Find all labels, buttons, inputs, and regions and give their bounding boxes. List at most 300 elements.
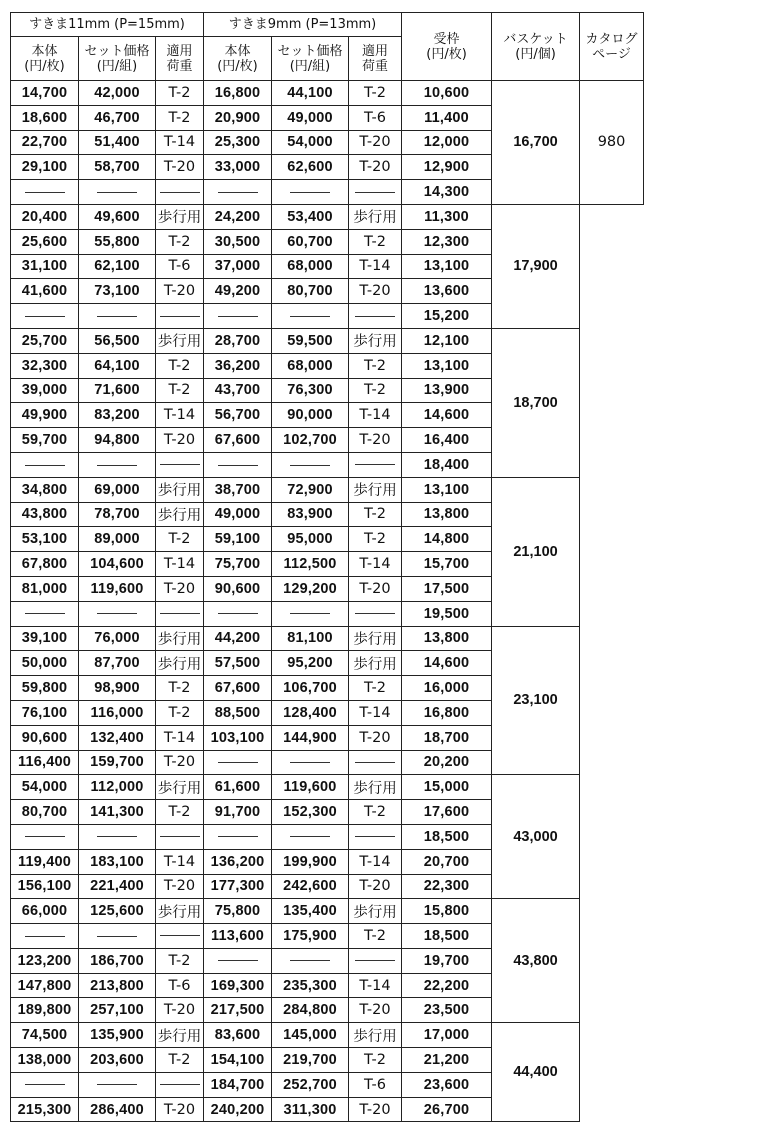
empty-dash-cell: [349, 452, 402, 477]
cell-load-9: T-20: [349, 155, 402, 180]
cell-load-11: 歩行用: [156, 328, 204, 353]
cell-set-price-11: 98,900: [79, 676, 156, 701]
empty-dash-cell: [156, 924, 204, 949]
cell-frame: 16,400: [402, 428, 492, 453]
cell-load-9: T-20: [349, 279, 402, 304]
cell-set-price-9: 83,900: [272, 502, 349, 527]
cell-frame: 14,600: [402, 403, 492, 428]
dash-line: [290, 465, 330, 466]
empty-dash-cell: [156, 304, 204, 329]
cell-body-11: 116,400: [11, 750, 79, 775]
cell-body-9: 16,800: [204, 81, 272, 106]
cell-set-price-9: 129,200: [272, 576, 349, 601]
cell-frame: 26,700: [402, 1097, 492, 1122]
empty-dash-cell: [156, 180, 204, 205]
dash-line: [290, 192, 330, 193]
cell-set-price-9: 54,000: [272, 130, 349, 155]
cell-set-price-11: 49,600: [79, 204, 156, 229]
cell-basket-price: 21,100: [492, 477, 580, 626]
cell-body-11: 43,800: [11, 502, 79, 527]
cell-set-price-9: 219,700: [272, 1048, 349, 1073]
cell-load-11: T-2: [156, 676, 204, 701]
cell-body-9: 25,300: [204, 130, 272, 155]
cell-load-11: T-2: [156, 353, 204, 378]
dash-line: [160, 316, 200, 317]
empty-dash-cell: [349, 304, 402, 329]
empty-dash-cell: [204, 948, 272, 973]
table-row: [11, 1023, 644, 1048]
cell-frame: 16,800: [402, 700, 492, 725]
empty-dash-cell: [79, 924, 156, 949]
cell-body-9: 36,200: [204, 353, 272, 378]
cell-frame: 12,000: [402, 130, 492, 155]
cell-frame: 12,300: [402, 229, 492, 254]
cell-load-9: T-6: [349, 1072, 402, 1097]
cell-load-9: T-2: [349, 527, 402, 552]
empty-dash-cell: [272, 824, 349, 849]
dash-line: [355, 762, 395, 763]
cell-set-price-11: 135,900: [79, 1023, 156, 1048]
cell-frame: 13,900: [402, 378, 492, 403]
cell-load-11: T-14: [156, 130, 204, 155]
cell-body-11: 147,800: [11, 973, 79, 998]
cell-set-price-11: 94,800: [79, 428, 156, 453]
cell-load-9: T-2: [349, 800, 402, 825]
empty-dash-cell: [11, 452, 79, 477]
dash-line: [290, 613, 330, 614]
empty-dash-cell: [79, 1072, 156, 1097]
cell-body-11: 59,700: [11, 428, 79, 453]
dash-line: [97, 1084, 137, 1085]
cell-set-price-9: 311,300: [272, 1097, 349, 1122]
cell-load-11: T-2: [156, 378, 204, 403]
dash-line: [218, 613, 258, 614]
cell-load-9: 歩行用: [349, 651, 402, 676]
cell-body-11: 22,700: [11, 130, 79, 155]
cell-body-9: 83,600: [204, 1023, 272, 1048]
cell-set-price-11: 89,000: [79, 527, 156, 552]
cell-load-9: T-2: [349, 229, 402, 254]
cell-load-9: T-2: [349, 81, 402, 106]
cell-load-11: T-2: [156, 948, 204, 973]
dash-line: [218, 836, 258, 837]
cell-body-11: 81,000: [11, 576, 79, 601]
cell-set-price-11: 46,700: [79, 105, 156, 130]
cell-set-price-11: 213,800: [79, 973, 156, 998]
cell-body-11: 119,400: [11, 849, 79, 874]
cell-frame: 12,900: [402, 155, 492, 180]
empty-dash-cell: [349, 750, 402, 775]
cell-load-11: T-20: [156, 874, 204, 899]
cell-set-price-9: 81,100: [272, 626, 349, 651]
empty-dash-cell: [11, 601, 79, 626]
cell-body-9: 113,600: [204, 924, 272, 949]
cell-body-11: 66,000: [11, 899, 79, 924]
cell-load-9: 歩行用: [349, 204, 402, 229]
cell-frame: 18,400: [402, 452, 492, 477]
dash-line: [218, 960, 258, 961]
cell-body-9: 184,700: [204, 1072, 272, 1097]
cell-load-9: 歩行用: [349, 899, 402, 924]
dash-line: [160, 464, 200, 465]
cell-set-price-11: 203,600: [79, 1048, 156, 1073]
cell-load-9: T-14: [349, 552, 402, 577]
cell-load-11: T-20: [156, 428, 204, 453]
cell-body-9: 44,200: [204, 626, 272, 651]
dash-line: [25, 936, 65, 937]
table-row: [11, 204, 644, 229]
cell-body-9: 91,700: [204, 800, 272, 825]
header-body-9: 本体 (円/枚): [204, 37, 272, 81]
cell-load-9: T-6: [349, 105, 402, 130]
cell-set-price-11: 83,200: [79, 403, 156, 428]
cell-load-9: T-2: [349, 353, 402, 378]
cell-set-price-9: 90,000: [272, 403, 349, 428]
cell-load-9: 歩行用: [349, 626, 402, 651]
cell-set-price-9: 68,000: [272, 254, 349, 279]
cell-set-price-11: 183,100: [79, 849, 156, 874]
cell-set-price-11: 58,700: [79, 155, 156, 180]
cell-set-price-11: 87,700: [79, 651, 156, 676]
cell-body-11: 32,300: [11, 353, 79, 378]
empty-dash-cell: [272, 750, 349, 775]
cell-body-11: 39,000: [11, 378, 79, 403]
cell-body-9: 24,200: [204, 204, 272, 229]
empty-dash-cell: [79, 601, 156, 626]
cell-set-price-9: 102,700: [272, 428, 349, 453]
empty-dash-cell: [204, 824, 272, 849]
cell-load-9: T-2: [349, 502, 402, 527]
cell-load-11: T-2: [156, 105, 204, 130]
cell-set-price-9: 128,400: [272, 700, 349, 725]
empty-dash-cell: [272, 304, 349, 329]
cell-body-9: 169,300: [204, 973, 272, 998]
cell-load-11: T-2: [156, 1048, 204, 1073]
cell-set-price-9: 112,500: [272, 552, 349, 577]
dash-line: [355, 960, 395, 961]
cell-body-11: 49,900: [11, 403, 79, 428]
cell-set-price-11: 104,600: [79, 552, 156, 577]
cell-body-11: 14,700: [11, 81, 79, 106]
cell-load-11: T-2: [156, 81, 204, 106]
price-group: [11, 1023, 644, 1122]
empty-dash-cell: [156, 824, 204, 849]
cell-load-11: T-20: [156, 1097, 204, 1122]
dash-line: [25, 613, 65, 614]
empty-dash-cell: [204, 452, 272, 477]
cell-frame: 22,200: [402, 973, 492, 998]
header-catalog-page: カタログ ページ: [580, 13, 644, 81]
cell-load-11: 歩行用: [156, 204, 204, 229]
cell-body-9: 217,500: [204, 998, 272, 1023]
cell-load-11: 歩行用: [156, 502, 204, 527]
cell-set-price-11: 257,100: [79, 998, 156, 1023]
cell-frame: 12,100: [402, 328, 492, 353]
cell-set-price-11: 64,100: [79, 353, 156, 378]
price-group: [11, 81, 644, 205]
price-table: [10, 12, 644, 1122]
cell-set-price-9: 199,900: [272, 849, 349, 874]
cell-set-price-11: 286,400: [79, 1097, 156, 1122]
cell-set-price-11: 73,100: [79, 279, 156, 304]
empty-dash-cell: [349, 948, 402, 973]
price-group: [11, 477, 644, 626]
cell-body-11: 90,600: [11, 725, 79, 750]
cell-basket-price: 18,700: [492, 328, 580, 477]
cell-load-11: 歩行用: [156, 477, 204, 502]
cell-load-11: T-20: [156, 998, 204, 1023]
cell-load-11: T-20: [156, 279, 204, 304]
empty-dash-cell: [349, 824, 402, 849]
cell-body-9: 33,000: [204, 155, 272, 180]
empty-dash-cell: [272, 948, 349, 973]
cell-set-price-9: 68,000: [272, 353, 349, 378]
cell-set-price-11: 76,000: [79, 626, 156, 651]
price-group: [11, 626, 644, 775]
cell-set-price-9: 252,700: [272, 1072, 349, 1097]
dash-line: [25, 836, 65, 837]
cell-frame: 19,500: [402, 601, 492, 626]
cell-frame: 13,800: [402, 626, 492, 651]
cell-frame: 20,700: [402, 849, 492, 874]
cell-body-9: 56,700: [204, 403, 272, 428]
empty-dash-cell: [272, 180, 349, 205]
cell-load-11: T-2: [156, 229, 204, 254]
empty-dash-cell: [11, 824, 79, 849]
cell-set-price-9: 59,500: [272, 328, 349, 353]
cell-set-price-9: 62,600: [272, 155, 349, 180]
cell-body-11: 53,100: [11, 527, 79, 552]
cell-body-11: 20,400: [11, 204, 79, 229]
cell-body-9: 20,900: [204, 105, 272, 130]
cell-load-9: T-20: [349, 998, 402, 1023]
cell-set-price-9: 80,700: [272, 279, 349, 304]
cell-body-9: 103,100: [204, 725, 272, 750]
cell-set-price-11: 125,600: [79, 899, 156, 924]
cell-load-9: T-20: [349, 1097, 402, 1122]
dash-line: [25, 192, 65, 193]
cell-set-price-9: 95,200: [272, 651, 349, 676]
cell-body-9: 28,700: [204, 328, 272, 353]
empty-dash-cell: [204, 750, 272, 775]
cell-load-9: T-2: [349, 676, 402, 701]
price-group: [11, 328, 644, 477]
cell-body-9: 88,500: [204, 700, 272, 725]
cell-load-11: T-20: [156, 155, 204, 180]
cell-catalog-page: 980: [580, 81, 644, 205]
cell-load-9: 歩行用: [349, 328, 402, 353]
cell-body-11: 34,800: [11, 477, 79, 502]
dash-line: [97, 613, 137, 614]
cell-body-9: 61,600: [204, 775, 272, 800]
cell-body-9: 90,600: [204, 576, 272, 601]
empty-dash-cell: [204, 304, 272, 329]
dash-line: [290, 960, 330, 961]
cell-load-9: 歩行用: [349, 775, 402, 800]
cell-set-price-11: 69,000: [79, 477, 156, 502]
cell-set-price-11: 51,400: [79, 130, 156, 155]
table-row: [11, 899, 644, 924]
cell-set-price-11: 221,400: [79, 874, 156, 899]
cell-load-9: T-14: [349, 700, 402, 725]
dash-line: [97, 465, 137, 466]
cell-set-price-9: 235,300: [272, 973, 349, 998]
cell-frame: 14,800: [402, 527, 492, 552]
cell-frame: 13,100: [402, 353, 492, 378]
cell-body-11: 76,100: [11, 700, 79, 725]
header-load-9: 適用 荷重: [349, 37, 402, 81]
dash-line: [25, 316, 65, 317]
cell-set-price-9: 72,900: [272, 477, 349, 502]
cell-frame: 17,500: [402, 576, 492, 601]
cell-set-price-9: 119,600: [272, 775, 349, 800]
cell-body-11: 189,800: [11, 998, 79, 1023]
cell-body-9: 49,200: [204, 279, 272, 304]
cell-set-price-11: 56,500: [79, 328, 156, 353]
empty-dash-cell: [349, 601, 402, 626]
cell-load-9: T-14: [349, 973, 402, 998]
cell-frame: 14,600: [402, 651, 492, 676]
cell-basket-price: 43,800: [492, 899, 580, 1023]
dash-line: [355, 613, 395, 614]
cell-body-11: 80,700: [11, 800, 79, 825]
dash-line: [218, 192, 258, 193]
cell-load-11: 歩行用: [156, 1023, 204, 1048]
cell-frame: 17,000: [402, 1023, 492, 1048]
empty-dash-cell: [156, 1072, 204, 1097]
cell-set-price-9: 106,700: [272, 676, 349, 701]
cell-basket-price: 17,900: [492, 204, 580, 328]
empty-dash-cell: [11, 924, 79, 949]
cell-set-price-11: 132,400: [79, 725, 156, 750]
cell-set-price-9: 135,400: [272, 899, 349, 924]
cell-frame: 13,800: [402, 502, 492, 527]
cell-set-price-9: 76,300: [272, 378, 349, 403]
cell-body-11: 39,100: [11, 626, 79, 651]
dash-line: [355, 836, 395, 837]
cell-body-11: 50,000: [11, 651, 79, 676]
empty-dash-cell: [156, 452, 204, 477]
cell-load-9: T-14: [349, 254, 402, 279]
cell-body-9: 30,500: [204, 229, 272, 254]
cell-load-9: T-14: [349, 403, 402, 428]
cell-frame: 11,300: [402, 204, 492, 229]
dash-line: [160, 613, 200, 614]
dash-line: [218, 762, 258, 763]
cell-set-price-9: 284,800: [272, 998, 349, 1023]
cell-set-price-11: 42,000: [79, 81, 156, 106]
cell-frame: 23,600: [402, 1072, 492, 1097]
cell-basket-price: 23,100: [492, 626, 580, 775]
cell-body-11: 123,200: [11, 948, 79, 973]
empty-dash-cell: [79, 180, 156, 205]
cell-body-9: 67,600: [204, 428, 272, 453]
empty-dash-cell: [11, 180, 79, 205]
cell-body-11: 59,800: [11, 676, 79, 701]
cell-load-11: T-20: [156, 750, 204, 775]
cell-load-11: 歩行用: [156, 775, 204, 800]
dash-line: [97, 936, 137, 937]
cell-body-9: 38,700: [204, 477, 272, 502]
cell-load-11: 歩行用: [156, 626, 204, 651]
cell-load-11: T-14: [156, 552, 204, 577]
dash-line: [218, 465, 258, 466]
table-row: [11, 626, 644, 651]
dash-line: [25, 1084, 65, 1085]
header-load-11: 適用 荷重: [156, 37, 204, 81]
cell-body-9: 57,500: [204, 651, 272, 676]
cell-load-11: T-20: [156, 576, 204, 601]
cell-frame: 18,500: [402, 924, 492, 949]
empty-dash-cell: [11, 1072, 79, 1097]
cell-body-9: 154,100: [204, 1048, 272, 1073]
cell-frame: 15,800: [402, 899, 492, 924]
cell-frame: 13,600: [402, 279, 492, 304]
cell-set-price-9: 95,000: [272, 527, 349, 552]
cell-body-11: 54,000: [11, 775, 79, 800]
cell-body-11: 25,600: [11, 229, 79, 254]
price-group: [11, 204, 644, 328]
cell-frame: 21,200: [402, 1048, 492, 1073]
cell-body-11: 18,600: [11, 105, 79, 130]
cell-set-price-9: 53,400: [272, 204, 349, 229]
cell-body-9: 59,100: [204, 527, 272, 552]
price-group: [11, 899, 644, 1023]
table-row: [11, 775, 644, 800]
cell-load-9: T-20: [349, 725, 402, 750]
dash-line: [97, 192, 137, 193]
cell-set-price-9: 60,700: [272, 229, 349, 254]
cell-set-price-9: 242,600: [272, 874, 349, 899]
cell-body-9: 75,700: [204, 552, 272, 577]
cell-set-price-11: 78,700: [79, 502, 156, 527]
dash-line: [290, 762, 330, 763]
header-gap-11mm: すきま11mm (P=15mm): [11, 13, 204, 37]
cell-load-11: 歩行用: [156, 651, 204, 676]
cell-set-price-11: 116,000: [79, 700, 156, 725]
cell-frame: 20,200: [402, 750, 492, 775]
cell-body-9: 37,000: [204, 254, 272, 279]
cell-body-9: 177,300: [204, 874, 272, 899]
cell-body-11: 74,500: [11, 1023, 79, 1048]
cell-load-11: 歩行用: [156, 899, 204, 924]
cell-set-price-11: 186,700: [79, 948, 156, 973]
cell-frame: 19,700: [402, 948, 492, 973]
empty-dash-cell: [272, 601, 349, 626]
cell-frame: 13,100: [402, 477, 492, 502]
cell-load-9: T-14: [349, 849, 402, 874]
price-group: [11, 775, 644, 899]
empty-dash-cell: [204, 601, 272, 626]
cell-load-9: T-2: [349, 1048, 402, 1073]
dash-line: [160, 1084, 200, 1085]
dash-line: [160, 192, 200, 193]
cell-body-11: 29,100: [11, 155, 79, 180]
dash-line: [160, 935, 200, 936]
cell-set-price-11: 112,000: [79, 775, 156, 800]
table-row: [11, 81, 644, 106]
cell-load-11: T-6: [156, 254, 204, 279]
cell-body-11: 156,100: [11, 874, 79, 899]
cell-frame: 17,600: [402, 800, 492, 825]
table-row: [11, 477, 644, 502]
cell-body-9: 75,800: [204, 899, 272, 924]
dash-line: [218, 316, 258, 317]
cell-frame: 18,500: [402, 824, 492, 849]
dash-line: [160, 836, 200, 837]
cell-frame: 15,000: [402, 775, 492, 800]
cell-frame: 15,200: [402, 304, 492, 329]
